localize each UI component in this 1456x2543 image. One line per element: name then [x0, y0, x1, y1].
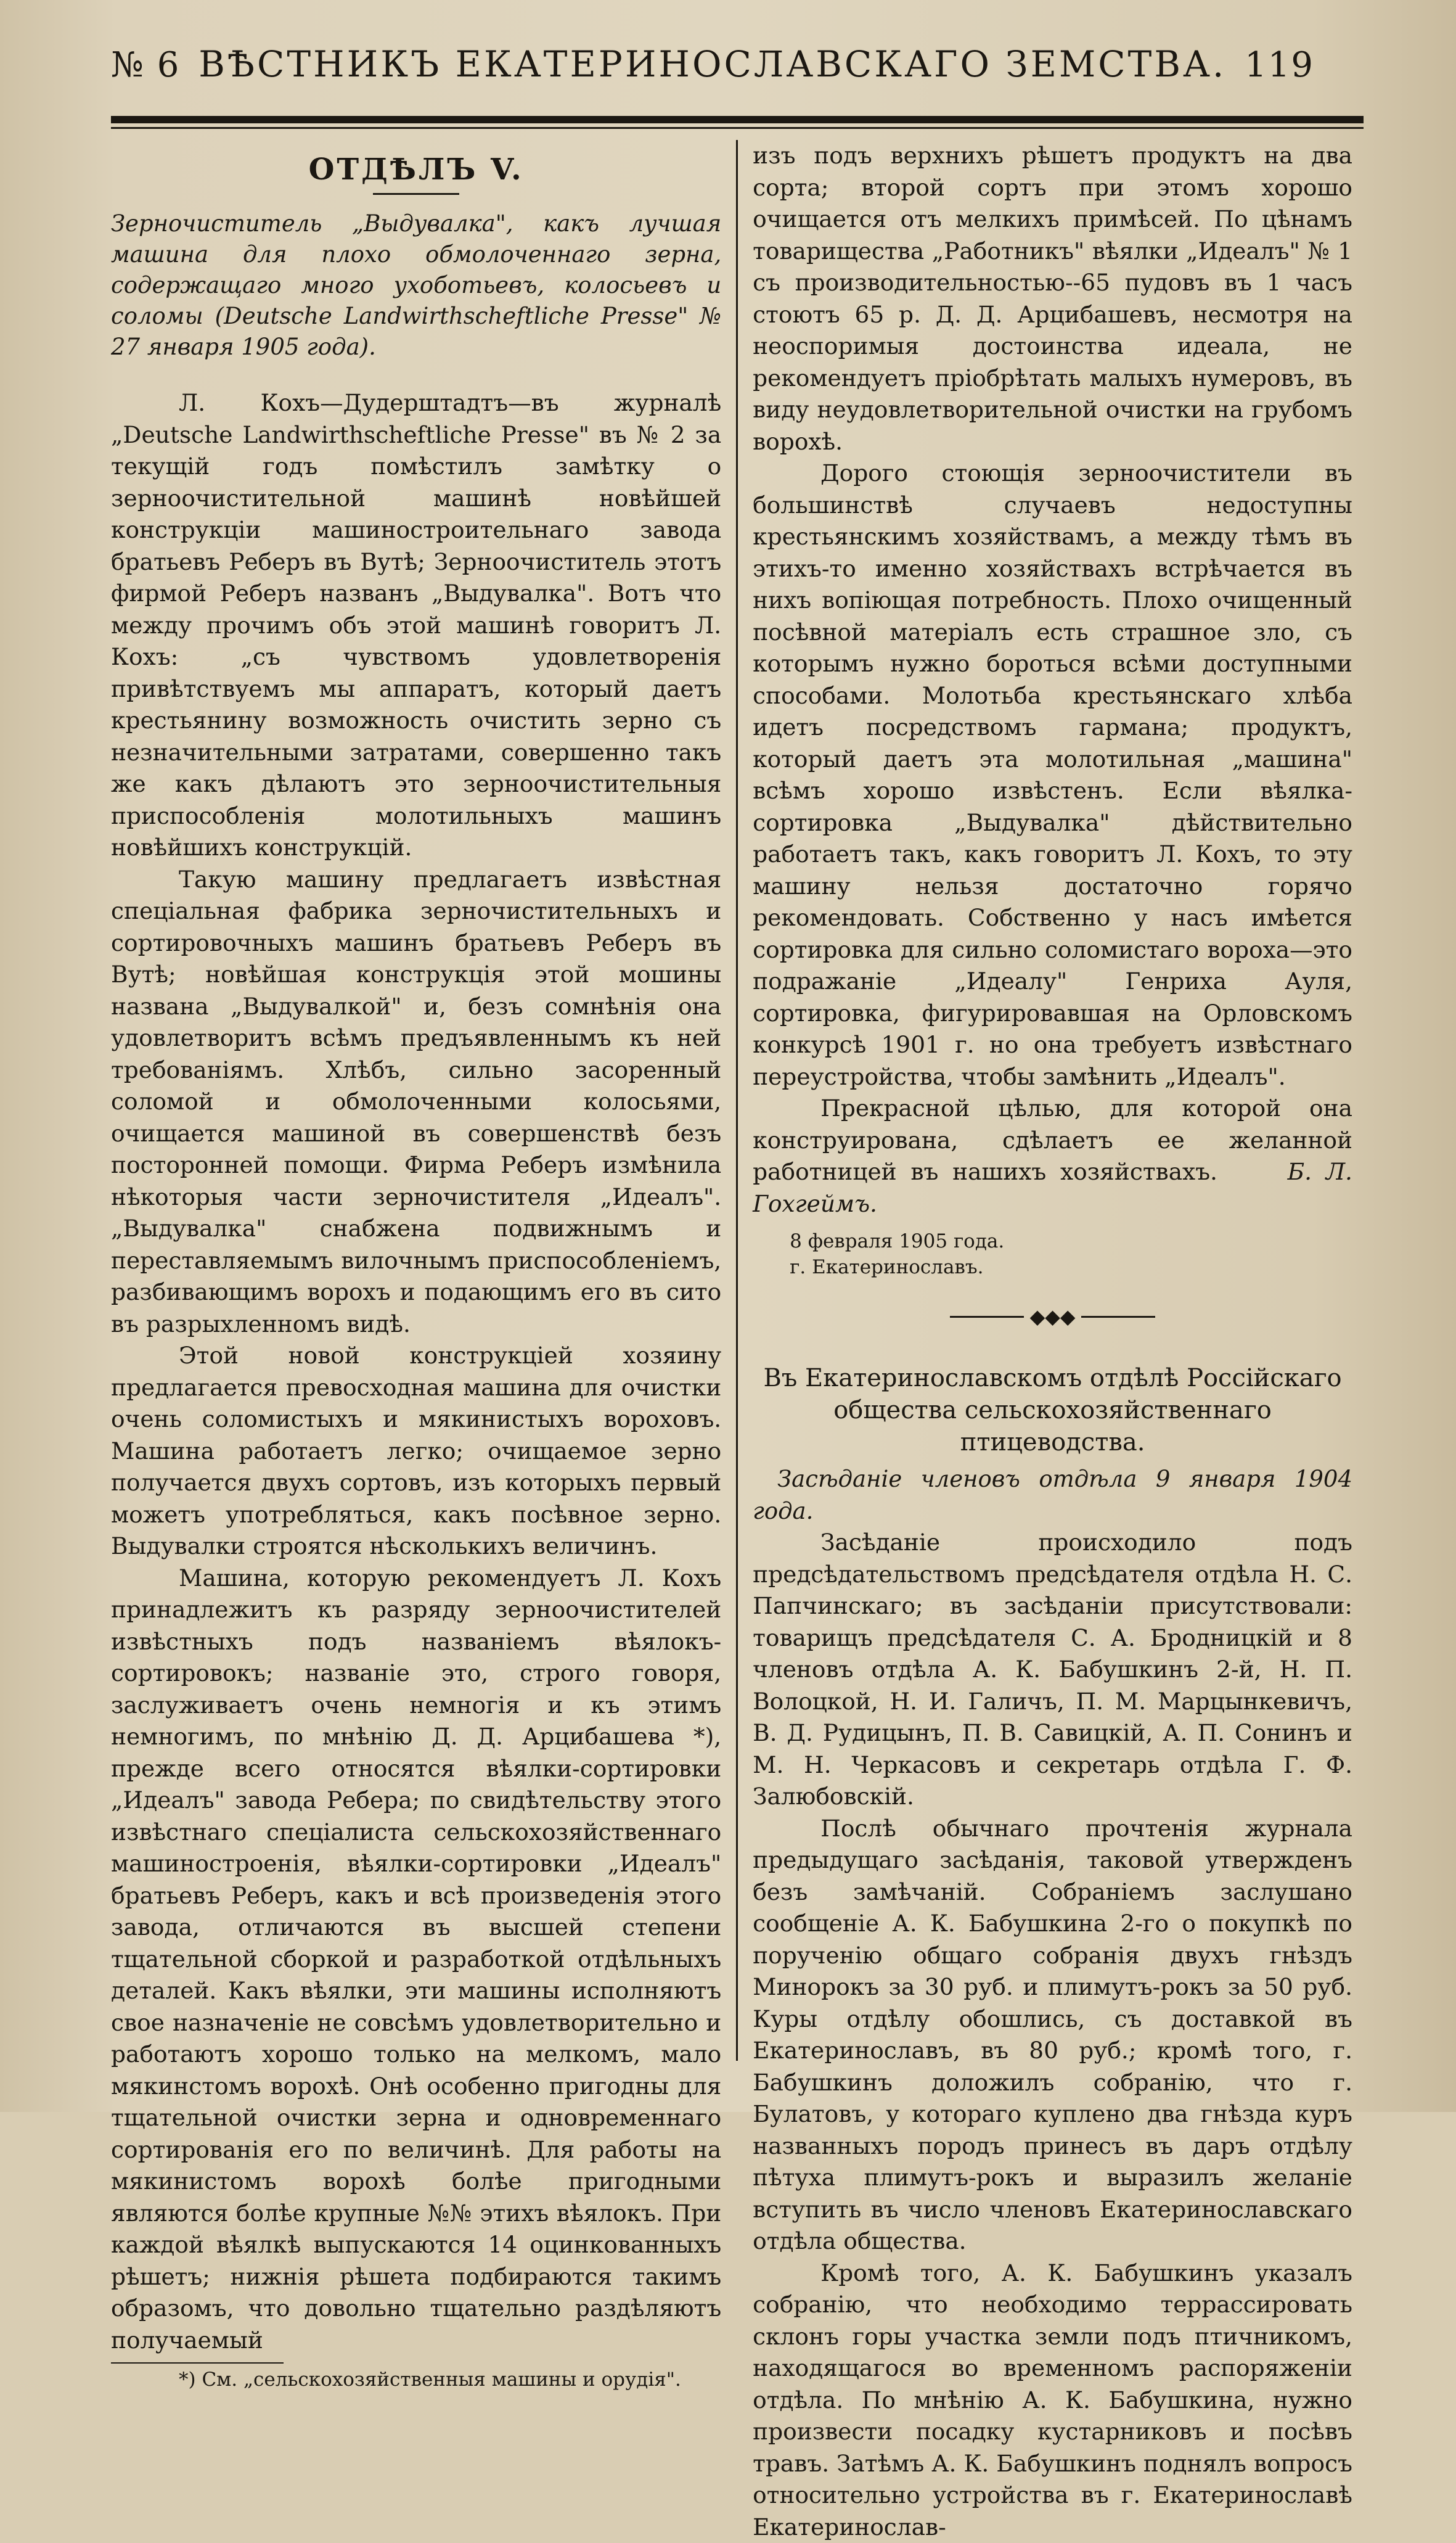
column-divider — [736, 140, 738, 2061]
page-number: 119 — [1245, 45, 1314, 85]
paragraph: Послѣ обычнаго прочтенія журнала предыдущаго засѣданія, таковой утвержденъ безъ замѣчаній. Собраніемъ заслушано сообщеніе А. К. Бабушкина 2-го о покупкѣ по порученію общаго собранія двухъ гнѣздъ Минорокъ за 30 руб. и плимутъ-рокъ за 50 руб. Куры отдѣлу обошлись, съ доставкой въ Екатеринославъ, въ 80 руб.; кромѣ того, г. Бабушкинъ доложилъ собранію, что г. Булатовъ, у котораго куплено два гнѣзда куръ названныхъ породъ принесъ въ даръ отдѣлу пѣтуха плимутъ-рокъ и выразилъ желаніе вступить въ число членовъ Екатеринославскаго отдѣла общества. — [753, 1813, 1352, 2257]
report-heading: Въ Екатеринославскомъ отдѣлѣ Россійскаго общества сельскохозяйственнаго птицеводства. — [753, 1362, 1352, 1458]
dateline-date: 8 февраля 1905 года. — [753, 1228, 1352, 1254]
ornament-line-left — [950, 1316, 1024, 1318]
ornament-glyph: ◆◆◆ — [1030, 1305, 1076, 1328]
paragraph: Такую машину предлагаетъ извѣстная спеціальная фабрика зерночистительныхъ и сортировочныхъ машинъ братьевъ Реберъ въ Вутѣ; новѣйшая конструкція этой мошины названа „Выдувалкой" и, безъ сомнѣнія она удовлетворитъ всѣмъ предъявленнымъ къ ней требованіямъ. Хлѣбъ, сильно засоренный соломой и обмолоченными колосьями, очищается машиной въ совершенствѣ безъ посторонней помощи. Фирма Реберъ измѣнила нѣкоторыя части зерночистителя „Идеалъ". „Выдувалка" снабжена подвижнымъ и переставляемымъ вилочнымъ приспособленіемъ, разбивающимъ ворохъ и подающимъ его въ сито въ разрыхленномъ видѣ. — [111, 864, 721, 1341]
section-rule — [373, 193, 459, 195]
paragraph: Л. Кохъ—Дудерштадтъ—въ журналѣ „Deutsche Landwirthscheftliche Presse" въ № 2 за текущій годъ помѣстилъ замѣтку о зерноочистительной машинѣ новѣйшей конструкціи машиностроительнаго завода братьевъ Реберъ въ Вутѣ; Зерноочиститель этотъ фирмой Реберъ названъ „Выдувалка". Вотъ что между прочимъ объ этой машинѣ говоритъ Л. Кохъ: „съ чувствомъ удовлетворенія привѣтствуемъ мы аппаратъ, который даетъ крестьянину возможность очистить зерно съ незначительными затратами, совершенно такъ же какъ дѣлаютъ это зерноочистительныя приспособленія молотильныхъ машинъ новѣйшихъ конструкцій. — [111, 387, 721, 864]
header-rule-thin — [111, 127, 1364, 129]
paragraph — [753, 1093, 1352, 1220]
article-title: Зерночиститель „Выдувалка", какъ лучшая машина для плохо обмолоченнаго зерна, содержащаго много ухоботьевъ, колосьевъ и соломы (Deutsche Landwirthscheftliche Presse" № 27 января 1905 года). — [111, 208, 721, 363]
dateline-place: г. Екатеринославъ. — [753, 1254, 1352, 1280]
paragraph: Кромѣ того, А. К. Бабушкинъ указалъ собранію, что необходимо террассировать склонъ горы участка земли подъ птичникомъ, находящагося во временномъ распоряженіи отдѣла. По мнѣнію А. К. Бабушкина, нужно произвести посадку кустарниковъ и посѣвъ травъ. Затѣмъ А. К. Бабушкинъ поднялъ вопросъ относительно устройства въ г. Екатеринославѣ Екатеринослав- — [753, 2257, 1352, 2543]
header-rule-thick — [111, 116, 1364, 123]
footnote: *) См. „сельскохозяйственныя машины и орудія". — [111, 2367, 721, 2392]
author-signature: Б. Л. Гохгеймъ. — [753, 1158, 1352, 1217]
paragraph: Этой новой конструкціей хозяину предлагается превосходная машина для очистки очень соломистыхъ и мякинистыхъ вороховъ. Машина работаетъ легко; очищаемое зерно получается двухъ сортовъ, изъ которыхъ первый можетъ употребляться, какъ посѣвное зерно. Выдувалки строятся нѣсколькихъ величинъ. — [111, 1340, 721, 1563]
paragraph: Машина, которую рекомендуетъ Л. Кохъ принадлежитъ къ разряду зерноочистителей извѣстныхъ подъ названіемъ вѣялокъ-сортировокъ; названіе это, строго говоря, заслуживаетъ очень немногія и къ этимъ немногимъ, по мнѣнію Д. Д. Арцибашева *), прежде всего относятся вѣялки-сортировки „Идеалъ" завода Ребера; по свидѣтельству этого извѣстнаго спеціалиста сельскохозяйственнаго машиностроенія, вѣялки-сортировки „Идеалъ" братьевъ Реберъ, какъ и всѣ произведенія этого завода, отличаются въ высшей степени тщательной сборкой и разработкой отдѣльныхъ деталей. Какъ вѣялки, эти машины исполняютъ свое назначеніе не совсѣмъ удовлетворительно и работаютъ хорошо только на мелкомъ, мало мякинстомъ ворохѣ. Онѣ особенно пригодны для тщательной очистки зерна и одновременнаго сортированія его по величинѣ. Для работы на мякинистомъ ворохѣ болѣе пригодными являются болѣе крупные №№ этихъ вѣялокъ. При каждой вѣялкѣ выпускаются 14 оцинкованныхъ рѣшетъ; нижнія рѣшета подбираются такимъ образомъ, что довольно тщательно раздѣляютъ получаемый — [111, 1563, 721, 2357]
meeting-subheading: Засѣданіе членовъ отдѣла 9 января 1904 года. — [753, 1463, 1352, 1527]
footnote-rule — [111, 2362, 284, 2364]
issue-number: № 6 — [111, 45, 180, 85]
section-ornament — [753, 1305, 1352, 1328]
paragraph-text: Прекрасной цѣлью, для которой она конструирована, сдѣлаетъ ее желанной работницей въ нашихъ хозяйствахъ. — [753, 1095, 1352, 1185]
right-column — [742, 140, 1364, 2061]
paragraph: Дорого стоющія зерноочистители въ большинствѣ случаевъ недоступны крестьянскимъ хозяйствамъ, а между тѣмъ въ этихъ-то именно хозяйствахъ встрѣчается въ нихъ вопіющая потребность. Плохо очищенный посѣвной матеріалъ есть страшное зло, съ которымъ нужно бороться всѣми доступными способами. Молотьба крестьянскаго хлѣба идетъ посредствомъ гармана; продуктъ, который даетъ эта молотильная „машина" всѣмъ хорошо извѣстенъ. Если вѣялка-сортировка „Выдувалка" дѣйствительно работаетъ такъ, какъ говоритъ Л. Кохъ, то эту машину нельзя достаточно горячо рекомендовать. Собственно у насъ имѣется сортировка для сильно соломистаго вороха—это подражаніе „Идеалу" Генриха Ауля, сортировка, фигурировавшая на Орловскомъ конкурсѣ 1901 г. но она требуетъ извѣстнаго переустройства, чтобы замѣнить „Идеалъ". — [753, 458, 1352, 1093]
paragraph: Засѣданіе происходило подъ предсѣдательствомъ предсѣдателя отдѣла Н. С. Папчинскаго; въ засѣданіи присутствовали: товарищъ предсѣдателя С. А. Бродницкій и 8 членовъ отдѣла А. К. Бабушкинъ 2-й, Н. П. Волоцкой, Н. И. Галичъ, П. М. Марцынкевичъ, В. Д. Рудицынъ, П. В. Савицкій, А. П. Сонинъ и М. Н. Черкасовъ и секретарь отдѣла Г. Ф. Залюбовскій. — [753, 1527, 1352, 1813]
ornament-line-right — [1081, 1316, 1155, 1318]
paragraph: изъ подъ верхнихъ рѣшетъ продуктъ на два сорта; второй сортъ при этомъ хорошо очищается отъ мелкихъ примѣсей. По цѣнамъ товарищества „Работникъ" вѣялки „Идеалъ" № 1 съ производительностью--65 пудовъ въ 1 часъ стоютъ 65 р. Д. Д. Арцибашевъ, несмотря на неоспоримыя достоинства идеала, не рекомендуетъ пріобрѣтать малыхъ нумеровъ, въ виду неудовлетворительной очистки на грубомъ ворохѣ. — [753, 140, 1352, 458]
left-column — [111, 140, 732, 2061]
columns — [111, 140, 1364, 2061]
journal-title: ВѢСТНИКЪ ЕКАТЕРИНОСЛАВСКАГО ЗЕМСТВА. — [198, 43, 1226, 85]
page-header — [37, 43, 1364, 111]
section-title: ОТДѢЛЪ V. — [111, 152, 721, 187]
